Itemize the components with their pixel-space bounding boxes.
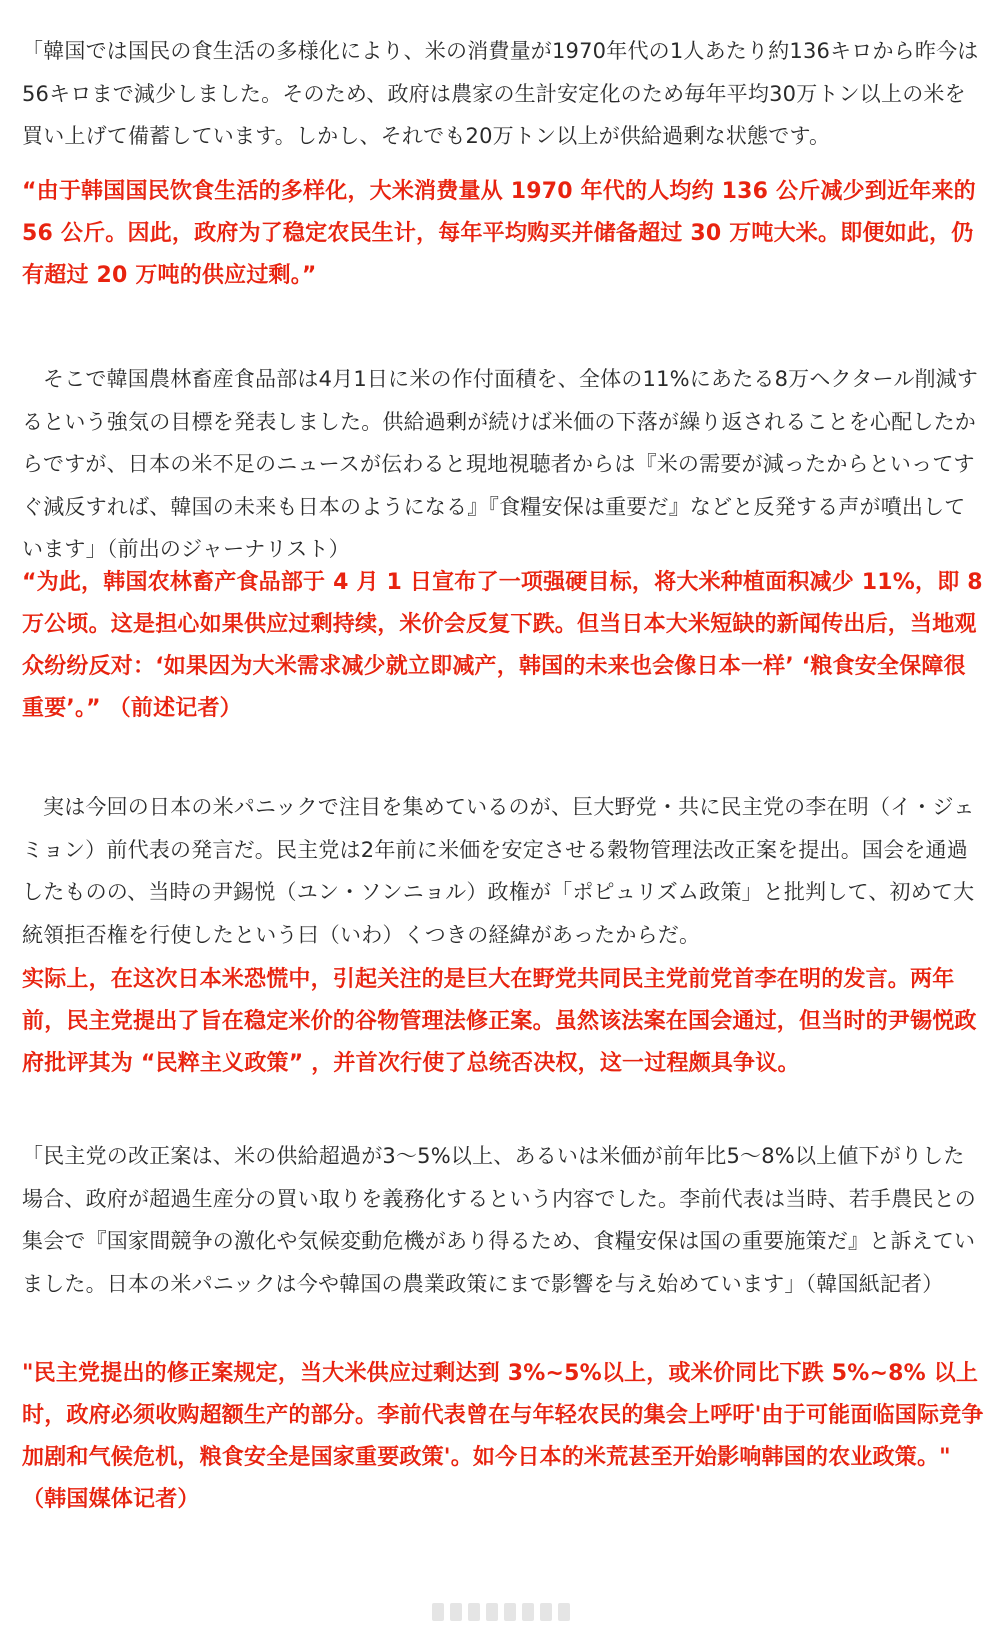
watermark-mark bbox=[432, 1603, 575, 1629]
paragraph-ja-3: 実は今回の日本の米パニックで注目を集めているのが、巨大野党・共に民主党の李在明（イ・ジェミョン）前代表の発言だ。民主党は2年前に米価を安定させる穀物管理法改正案を提出。国会を通過したものの、当時の尹錫悦（ユン・ソンニョル）政権が「ポピュリズム政策」と批判して、初めて大統領拒否権を行使したという曰（いわ）くつきの経緯があったからだ。 bbox=[22, 795, 975, 947]
translation-zh-3: 实际上，在这次日本米恐慌中，引起关注的是巨大在野党共同民主党前党首李在明的发言。两年前，民主党提出了旨在稳定米价的谷物管理法修正案。虽然该法案在国会通过，但当时的尹锡悦政府批评其为 “民粹主义政策” ，并首次行使了总统否决权，这一过程颇具争议。 bbox=[22, 967, 977, 1076]
paragraph-ja-4: 「民主党の改正案は、米の供給超過が3〜5%以上、あるいは米価が前年比5〜8%以上値下がりした場合、政府が超過生産分の買い取りを義務化するという内容でした。李前代表は当時、若手農民との集会で『国家間競争の激化や気候変動危機があり得るため、食糧安保は国の重要施策だ』と訴えていました。日本の米パニックは今や韓国の農業政策にまで影響を与え始めています」（韓国紙記者） bbox=[22, 1144, 976, 1296]
translation-zh-4: "民主党提出的修正案规定，当大米供应过剩达到 3%~5%以上，或米价同比下跌 5%~8% 以上时，政府必须收购超额生产的部分。李前代表曾在与年轻农民的集会上呼吁'由于可能面临国际竞争加剧和气候危机，粮食安全是国家重要政策'。如今日本的米荒甚至开始影响韩国的农业政策。" （韩国媒体记者） bbox=[22, 1361, 984, 1512]
translation-zh-1: “由于韩国国民饮食生活的多样化，大米消费量从 1970 年代的人均约 136 公斤减少到近年来的 56 公斤。因此，政府为了稳定农民生计，每年平均购买并储备超过 30 万吨大米。即便如此，仍有超过 20 万吨的供应过剩。” bbox=[22, 179, 976, 288]
paragraph-ja-1: 「韓国では国民の食生活の多様化により、米の消費量が1970年代の1人あたり約136キロから昨今は56キロまで減少しました。そのため、政府は農家の生計安定化のため毎年平均30万トン以上の米を買い上げて備蓄しています。しかし、それでも20万トン以上が供給過剰な状態です。 bbox=[22, 39, 979, 148]
paragraph-ja-2: そこで韓国農林畜産食品部は4月1日に米の作付面積を、全体の11%にあたる8万ヘクタール削減するという強気の目標を発表しました。供給過剰が続けば米価の下落が繰り返されることを心配したからですが、日本の米不足のニュースが伝わると現地視聴者からは『米の需要が減ったからといってすぐ減反すれば、韓国の未来も日本のようになる』『食糧安保は重要だ』などと反発する声が噴出しています」（前出のジャーナリスト） bbox=[22, 367, 979, 561]
translation-zh-2: “为此，韩国农林畜产食品部于 4 月 1 日宣布了一项强硬目标，将大米种植面积减少 11%，即 8 万公顷。这是担心如果供应过剩持续，米价会反复下跌。但当日本大米短缺的新闻传出后，当地观众纷纷反对：‘如果因为大米需求减少就立即减产，韩国的未来也会像日本一样’ ‘粮食安全保障很重要’。” （前述记者） bbox=[22, 570, 983, 721]
